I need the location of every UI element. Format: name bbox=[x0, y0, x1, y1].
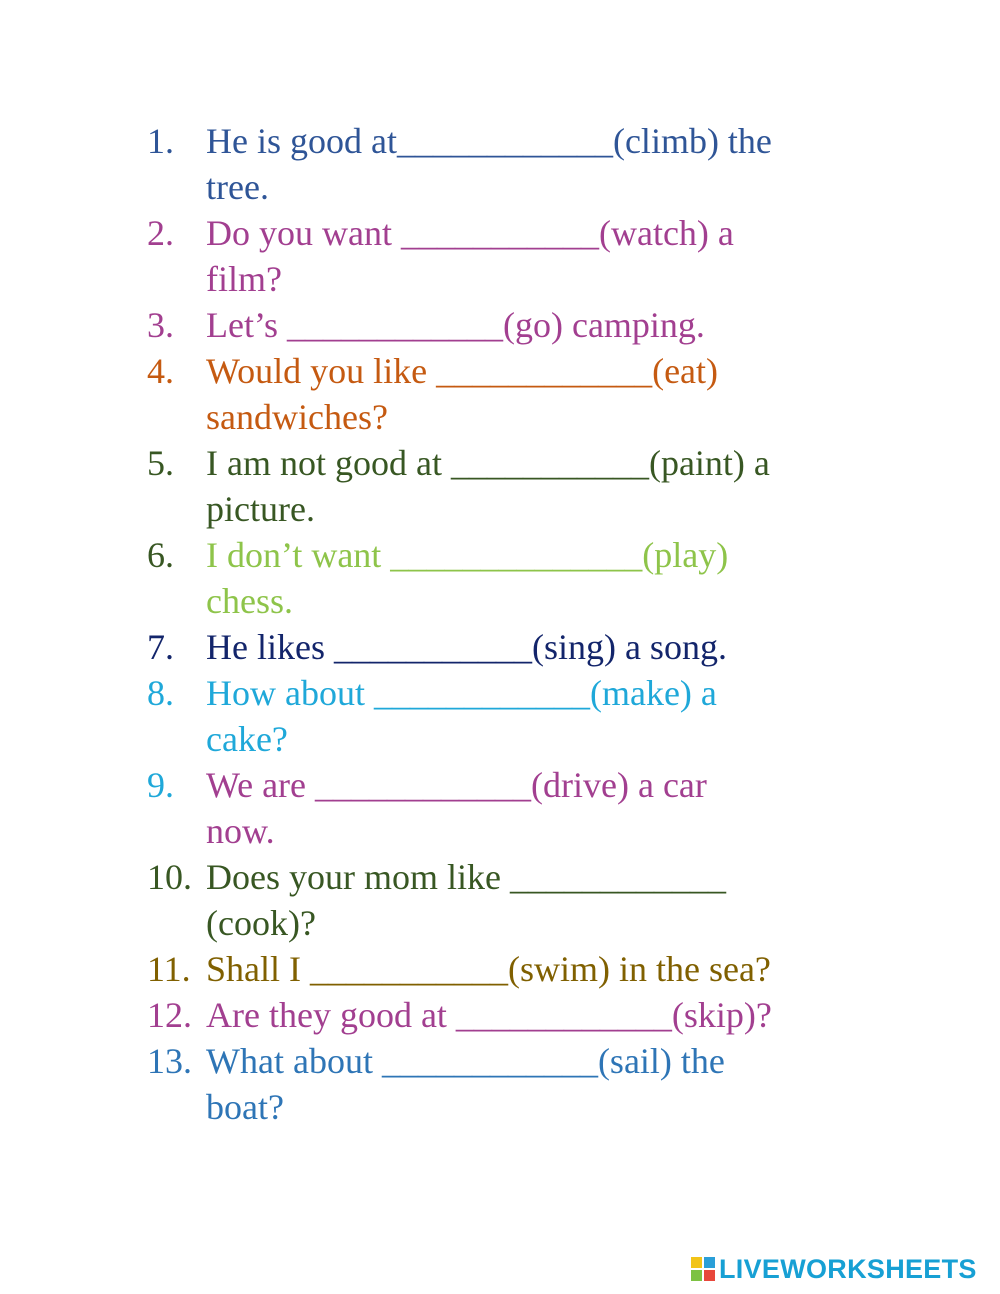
item-number: 9. bbox=[147, 765, 174, 805]
exercise-item bbox=[147, 532, 907, 624]
exercise-item bbox=[147, 118, 907, 210]
item-sentence bbox=[206, 762, 907, 854]
exercise-item bbox=[147, 854, 907, 946]
sentence-line: sandwiches? bbox=[206, 397, 388, 437]
sentence-line: He is good at____________(climb) the bbox=[206, 121, 772, 161]
exercise-item bbox=[147, 302, 907, 348]
sentence-line: chess. bbox=[206, 581, 293, 621]
item-sentence bbox=[206, 1038, 907, 1130]
exercise-item bbox=[147, 624, 907, 670]
item-number: 12. bbox=[147, 995, 192, 1035]
logo-square bbox=[704, 1257, 715, 1268]
item-number: 7. bbox=[147, 627, 174, 667]
item-number: 10. bbox=[147, 857, 192, 897]
liveworksheets-logo bbox=[691, 1254, 977, 1284]
sentence-line: I am not good at ___________(paint) a bbox=[206, 443, 770, 483]
exercise-item bbox=[147, 1038, 907, 1130]
exercise-item bbox=[147, 210, 907, 302]
item-sentence bbox=[206, 946, 907, 992]
logo-square bbox=[691, 1270, 702, 1281]
exercise-item bbox=[147, 762, 907, 854]
sentence-line: Does your mom like ____________ bbox=[206, 857, 726, 897]
item-sentence bbox=[206, 210, 907, 302]
sentence-line: Would you like ____________(eat) bbox=[206, 351, 719, 391]
item-sentence bbox=[206, 348, 907, 440]
item-number: 13. bbox=[147, 1041, 192, 1081]
sentence-line: now. bbox=[206, 811, 275, 851]
sentence-line: Shall I ___________(swim) in the sea? bbox=[206, 949, 771, 989]
exercise-list bbox=[147, 118, 907, 1130]
item-number: 3. bbox=[147, 305, 174, 345]
sentence-line: picture. bbox=[206, 489, 315, 529]
sentence-line: film? bbox=[206, 259, 282, 299]
item-sentence bbox=[206, 118, 907, 210]
sentence-line: How about ____________(make) a bbox=[206, 673, 717, 713]
item-sentence bbox=[206, 624, 907, 670]
sentence-line: Do you want ___________(watch) a bbox=[206, 213, 734, 253]
item-sentence bbox=[206, 302, 907, 348]
item-number: 1. bbox=[147, 121, 174, 161]
sentence-line: We are ____________(drive) a car bbox=[206, 765, 707, 805]
exercise-item bbox=[147, 670, 907, 762]
item-sentence bbox=[206, 532, 907, 624]
item-number: 11. bbox=[147, 949, 191, 989]
item-number: 8. bbox=[147, 673, 174, 713]
item-sentence bbox=[206, 670, 907, 762]
exercise-item bbox=[147, 348, 907, 440]
sentence-line: Let’s ____________(go) camping. bbox=[206, 305, 705, 345]
sentence-line: I don’t want ______________(play) bbox=[206, 535, 729, 575]
item-number: 2. bbox=[147, 213, 174, 253]
item-number: 6. bbox=[147, 535, 174, 575]
sentence-line: tree. bbox=[206, 167, 269, 207]
sentence-line: boat? bbox=[206, 1087, 284, 1127]
sentence-line: What about ____________(sail) the bbox=[206, 1041, 725, 1081]
item-sentence bbox=[206, 992, 907, 1038]
liveworksheets-logo-icon bbox=[691, 1257, 715, 1281]
sentence-line: He likes ___________(sing) a song. bbox=[206, 627, 727, 667]
logo-square bbox=[691, 1257, 702, 1268]
brand-name: LIVEWORKSHEETS bbox=[719, 1253, 977, 1284]
exercise-item bbox=[147, 440, 907, 532]
item-number: 5. bbox=[147, 443, 174, 483]
sentence-line: (cook)? bbox=[206, 903, 316, 943]
item-number: 4. bbox=[147, 351, 174, 391]
item-sentence bbox=[206, 440, 907, 532]
sentence-line: cake? bbox=[206, 719, 288, 759]
sentence-line: Are they good at ____________(skip)? bbox=[206, 995, 772, 1035]
exercise-item bbox=[147, 946, 907, 992]
item-sentence bbox=[206, 854, 907, 946]
exercise-item bbox=[147, 992, 907, 1038]
logo-square bbox=[704, 1270, 715, 1281]
